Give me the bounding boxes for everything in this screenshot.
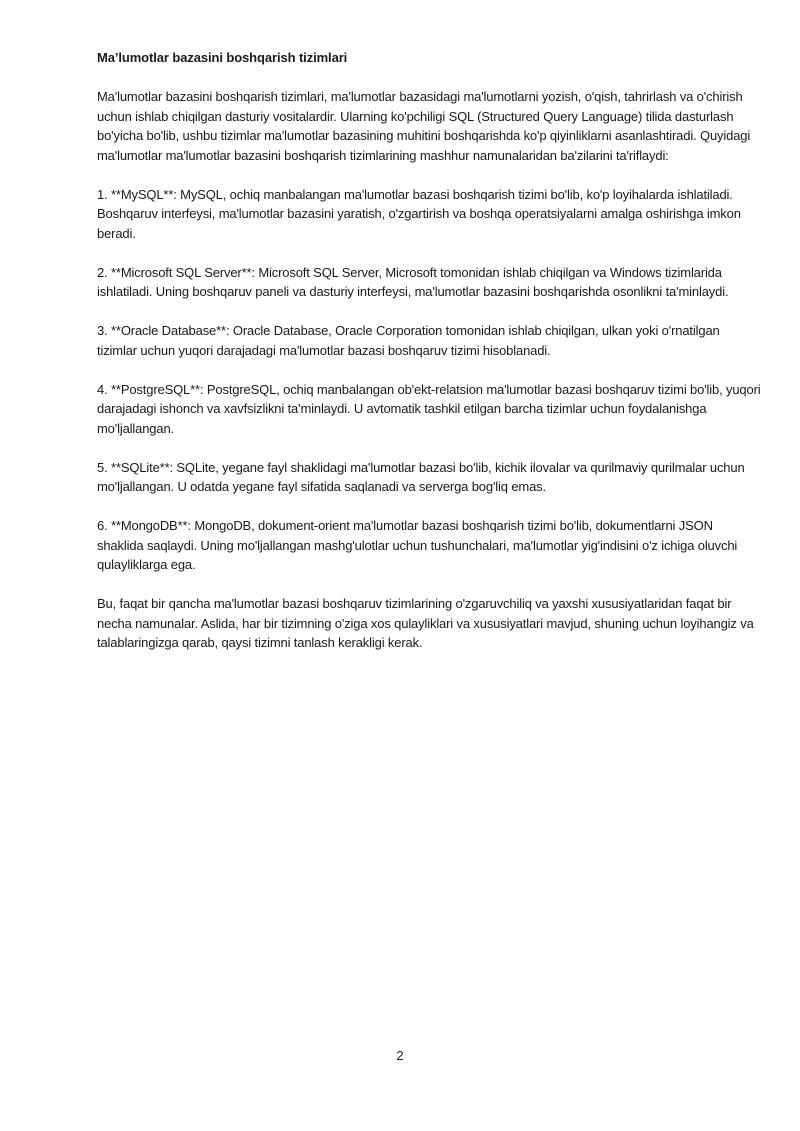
intro-paragraph: Ma'lumotlar bazasini boshqarish tizimlari, ma'lumotlar bazasidagi ma'lumotlarni yozish, o'qish, tahrirlash va o'chirish uchun ishlab chiqilgan dasturiy vositalardir. Ularning ko'pchiligi SQL (Structured Query Language) tilida dasturlash bo'yicha bo'lib, ushbu tizimlar ma'lumotlar bazasining muhitini boshqarishda ko'p qiyinliklarni asanlashtiradi. Quyidagi ma'lumotlar ma'lumotlar bazasini boshqarish tizimlarining mashhur namunalaridan ba'zilarini ta'riflaydi:: [97, 89, 751, 163]
list-item-sqlite: 5. **SQLite**: SQLite, yegane fayl shaklidagi ma'lumotlar bazasi bo'lib, kichik ilovalar va qurilmaviy qurilmalar uchun mo'ljallangan. U odatda yegane fayl sifatida saqlanadi va serverga bog'liq emas.: [97, 459, 745, 494]
list-item-oracle: 3. **Oracle Database**: Oracle Database, Oracle Corporation tomonidan ishlab chiqilgan, ulkan yoki o'rnatilgan tizimlar uchun yuqori darajadagi ma'lumotlar bazasi boshqaruv tizimi hisoblanadi.: [97, 323, 720, 358]
list-item-sql-server: 2. **Microsoft SQL Server**: Microsoft SQL Server, Microsoft tomonidan ishlab chiqilgan va Windows tizimlarida ishlatiladi. Uning boshqaruv paneli va dasturiy interfeysi, ma'lumotlar bazasini boshqarishda osonlikni ta'minlaydi.: [97, 264, 729, 299]
conclusion-paragraph: Bu, faqat bir qancha ma'lumotlar bazasi boshqaruv tizimlarining o'zgaruvchiliq va yaxshi xususiyatlaridan faqat bir necha namunalar. Aslida, har bir tizimning o'ziga xos qulayliklari va xususiyatlari mavjud, shuning uchun loyihangiz va talablaringizga qarab, qaysi tizimni tanlash kerakligi kerak.: [97, 596, 754, 650]
document-title: Ma’lumotlar bazasini boshqarish tizimlari: [97, 50, 348, 65]
list-item-postgresql: 4. **PostgreSQL**: PostgreSQL, ochiq manbalangan ob'ekt-relatsion ma'lumotlar bazasi boshqaruv tizimi bo'lib, yuqori darajadagi ishonch va xavfsizlikni ta'minlaydi. U avtomatik tashkil etilgan barcha tizimlar uchun foydalanishga mo'ljallangan.: [97, 381, 761, 436]
document-body: [97, 48, 762, 672]
page-number: 2: [396, 1048, 404, 1063]
list-item-mongodb: 6. **MongoDB**: MongoDB, dokument-orient ma'lumotlar bazasi boshqarish tizimi bo'lib, dokumentlarni JSON shaklida saqlaydi. Uning mo'ljallangan mashg'ulotlar uchun tushunchalari, ma'lumotlar yig'indisini o'z ichiga oluvchi qulayliklarga ega.: [97, 518, 738, 572]
list-item-mysql: 1. **MySQL**: MySQL, ochiq manbalangan ma'lumotlar bazasi boshqarish tizimi bo'lib, ko'p loyihalarda ishlatiladi. Boshqaruv interfeysi, ma'lumotlar bazasini yaratish, o'zgartirish va boshqa operatsiyalarni amalga oshirishga imkon beradi.: [97, 186, 741, 241]
